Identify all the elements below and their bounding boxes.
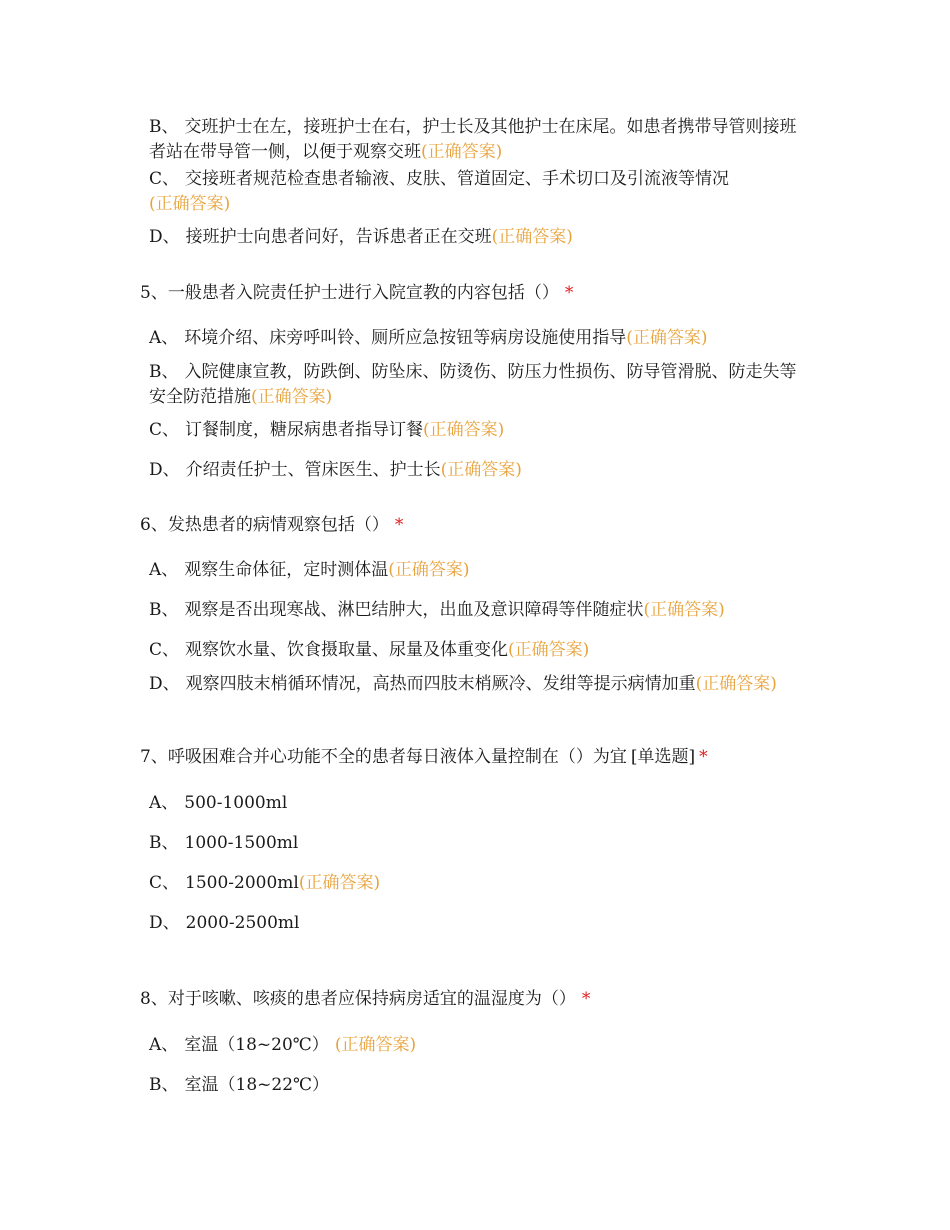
option-5-b <box>149 360 809 410</box>
correct-answer-marker: (正确答案) <box>149 194 231 214</box>
correct-answer-marker: (正确答案) <box>388 560 470 580</box>
option-text: 1000-1500ml <box>184 833 299 853</box>
correct-answer-marker: (正确答案) <box>298 873 381 893</box>
question-8-title <box>140 987 820 1012</box>
correct-answer-marker: (正确答案) <box>440 460 522 480</box>
question-7-title <box>140 745 820 770</box>
option-7-b <box>149 831 809 856</box>
option-text: 入院健康宣教，防跌倒、防坠床、防烫伤、防压力性损伤、防导管滑脱、防走失等安全防范措施 <box>149 362 797 407</box>
option-6-c <box>149 638 809 663</box>
required-mark: * <box>394 515 404 535</box>
option-label: A、 <box>149 560 179 580</box>
option-text: 观察饮水量、饮食摄取量、尿量及体重变化 <box>185 640 509 660</box>
correct-answer-marker: (正确答案) <box>423 420 505 440</box>
option-text: 环境介绍、床旁呼叫铃、厕所应急按钮等病房设施使用指导 <box>184 328 627 348</box>
option-4-d <box>149 225 809 250</box>
option-text: 交接班者规范检查患者输液、皮肤、管道固定、手术切口及引流液等情况 <box>185 169 730 189</box>
question-text: 8、对于咳嗽、咳痰的患者应保持病房适宜的温湿度为（） <box>140 989 576 1009</box>
correct-answer-marker: (正确答案) <box>251 387 333 407</box>
option-label: D、 <box>149 913 180 933</box>
option-label: D、 <box>149 674 180 694</box>
option-5-c <box>149 418 809 443</box>
option-label: A、 <box>149 1035 179 1055</box>
option-label: B、 <box>149 362 179 382</box>
question-text: 7、呼吸困难合并心功能不全的患者每日液体入量控制在（）为宜 <box>140 747 627 767</box>
option-7-a <box>149 791 809 816</box>
option-text: 500-1000ml <box>184 793 288 813</box>
option-label: C、 <box>149 873 180 893</box>
option-label: D、 <box>149 460 180 480</box>
required-mark: * <box>581 989 591 1009</box>
option-label: B、 <box>149 117 179 137</box>
option-text: 观察生命体征，定时测体温 <box>184 560 389 580</box>
correct-answer-marker: (正确答案) <box>695 674 777 694</box>
correct-answer-marker: (正确答案) <box>334 1035 417 1055</box>
option-label: D、 <box>149 227 180 247</box>
option-4-b <box>149 115 809 165</box>
option-label: B、 <box>149 600 179 620</box>
option-text: 室温（18~22℃） <box>184 1075 330 1095</box>
question-5-title <box>140 281 820 306</box>
correct-answer-marker: (正确答案) <box>626 328 708 348</box>
option-7-d <box>149 911 809 936</box>
option-label: C、 <box>149 640 180 660</box>
option-5-d <box>149 458 809 483</box>
required-mark: * <box>564 283 574 303</box>
option-8-b <box>149 1073 809 1098</box>
correct-answer-marker: (正确答案) <box>508 640 590 660</box>
option-6-d <box>149 672 809 697</box>
correct-answer-marker: (正确答案) <box>491 227 573 247</box>
option-label: C、 <box>149 420 180 440</box>
option-5-a <box>149 326 809 351</box>
option-label: B、 <box>149 833 179 853</box>
option-text: 室温（18~20℃） <box>184 1035 329 1055</box>
option-8-a <box>149 1033 809 1058</box>
option-text: 2000-2500ml <box>185 913 300 933</box>
option-4-c <box>149 167 809 217</box>
question-type-tag: [单选题] <box>630 747 696 767</box>
option-text: 观察是否出现寒战、淋巴结肿大，出血及意识障碍等伴随症状 <box>184 600 644 620</box>
option-text: 观察四肢末梢循环情况，高热而四肢末梢厥冷、发绀等提示病情加重 <box>185 674 696 694</box>
required-mark: * <box>699 747 708 767</box>
option-6-b <box>149 598 829 623</box>
correct-answer-marker: (正确答案) <box>421 142 503 162</box>
option-label: A、 <box>149 793 179 813</box>
question-text: 5、一般患者入院责任护士进行入院宣教的内容包括（） <box>140 283 559 303</box>
option-text: 交班护士在左，接班护士在右，护士长及其他护士在床尾。如患者携带导管则接班者站在带导管一侧，以便于观察交班 <box>149 117 797 162</box>
option-text: 1500-2000ml <box>185 873 299 893</box>
option-7-c <box>149 871 809 896</box>
option-text: 订餐制度，糖尿病患者指导订餐 <box>185 420 424 440</box>
correct-answer-marker: (正确答案) <box>643 600 725 620</box>
option-text: 介绍责任护士、管床医生、护士长 <box>185 460 441 480</box>
question-6-title <box>140 513 820 538</box>
option-label: B、 <box>149 1075 179 1095</box>
option-label: A、 <box>149 328 179 348</box>
option-label: C、 <box>149 169 180 189</box>
option-text: 接班护士向患者问好，告诉患者正在交班 <box>185 227 492 247</box>
option-6-a <box>149 558 809 583</box>
question-text: 6、发热患者的病情观察包括（） <box>140 515 389 535</box>
